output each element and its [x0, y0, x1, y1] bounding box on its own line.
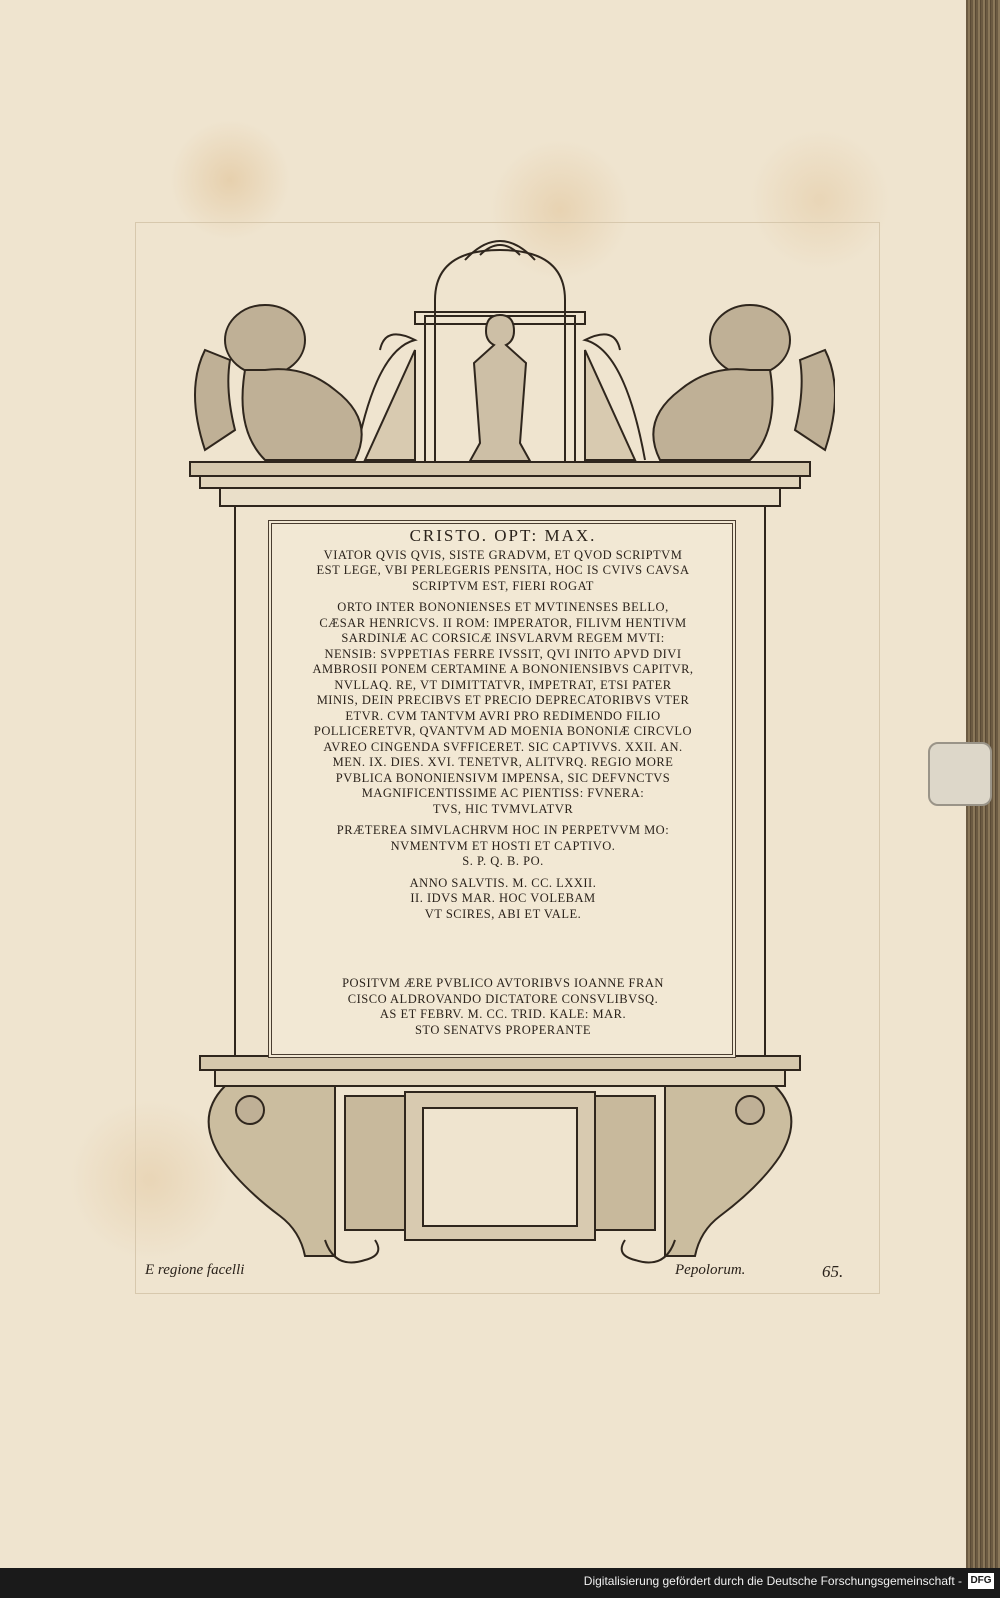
inscription-line: NENSIB: SVPPETIAS FERRE IVSSIT, QVI INITO APVD DIVI — [324, 646, 682, 661]
inscription-line: ANNO SALVTIS. M. CC. LXXII. — [409, 875, 597, 890]
right-rosette — [736, 1096, 764, 1124]
inscription-line: POLLICERETVR, QVANTVM AD MOENIA BONONIÆ CIRCVLO — [313, 724, 693, 738]
inscription-line: VT SCIRES, ABI ET VALE. — [424, 906, 582, 921]
inscription-line: NVLLAQ. RE, VT DIMITTATVR, IMPETRAT, ETSI PATER — [334, 677, 672, 692]
inscription-line: II. IDVS MAR. HOC VOLEBAM — [410, 891, 596, 905]
inscription-block-4 — [288, 876, 718, 923]
inscription-line: AMBROSII PONEM CERTAMINE A BONONIENSIBVS CAPITVR, — [312, 662, 694, 676]
inscription-line: SCRIPTVM EST, FIERI ROGAT — [412, 578, 594, 593]
inscription-line: PRÆTEREA SIMVLACHRVM HOC IN PERPETVVM MO: — [336, 823, 670, 837]
inscription-block-3 — [288, 823, 718, 870]
footer-credit: Digitalisierung gefördert durch die Deutsche Forschungsgemeinschaft - — [583, 1574, 962, 1588]
right-relief-panel — [595, 1096, 655, 1230]
inscription-block-2 — [288, 600, 718, 817]
inscription-line: TVS, HIC TVMVLATVR — [432, 801, 574, 816]
inscription-line: EST LEGE, VBI PERLEGERIS PENSITA, HOC IS CVIVS CAVSA — [316, 563, 690, 577]
inscription-line: AVREO CINGENDA SVFFICERET. SIC CAPTIVVS. XXII. AN. — [323, 739, 683, 754]
inscription-line: VIATOR QVIS QVIS, SISTE GRADVM, ET QVOD SCRIPTVM — [323, 547, 683, 562]
inscription-line: CISCO ALDROVANDO DICTATORE CONSVLIBVSQ. — [347, 991, 659, 1006]
inscription-line: MINIS, DEIN PRECIBVS ET PRECIO DEPRECATORIBVS VTER — [316, 693, 690, 707]
left-lion — [195, 305, 362, 460]
spacer — [288, 928, 718, 976]
inscription-line: ETVR. CVM TANTVM AVRI PRO REDIMENDO FILIO — [345, 708, 661, 723]
inscription-text — [288, 528, 718, 1044]
inscription-line: STO SENATVS PROPERANTE — [414, 1022, 592, 1037]
center-base-panel — [423, 1108, 577, 1226]
page-tab-marker — [928, 742, 992, 806]
inscription-block-5 — [288, 976, 718, 1038]
inscription-line: POSITVM ÆRE PVBLICO AVTORIBVS IOANNE FRAN — [342, 976, 664, 990]
right-console — [665, 1086, 791, 1256]
inscription-line: S. P. Q. B. PO. — [462, 854, 544, 868]
inscription-line: PVBLICA BONONIENSIVM IMPENSA, SIC DEFVNCTVS — [335, 770, 671, 785]
right-lion — [653, 305, 835, 460]
left-rosette — [236, 1096, 264, 1124]
caption-left: E regione facelli — [145, 1262, 245, 1278]
inscription-line: NVMENTVM ET HOSTI ET CAPTIVO. — [390, 838, 616, 853]
inscription-line: SARDINIÆ AC CORSICÆ INSVLARVM REGEM MVTI: — [341, 631, 665, 645]
inscription-title: CRISTO. OPT: MAX. — [409, 526, 597, 545]
lower-cornice — [200, 1056, 800, 1070]
dfg-logo: DFG — [968, 1573, 994, 1589]
left-console — [209, 1086, 335, 1256]
caption-right: Pepolorum. — [675, 1262, 746, 1278]
inscription-line: ORTO INTER BONONIENSES ET MVTINENSES BELLO, — [337, 600, 669, 614]
inscription-line: AS ET FEBRV. M. CC. TRID. KALE: MAR. — [379, 1007, 627, 1021]
inscription-line: CÆSAR HENRICVS. II ROM: IMPERATOR, FILIVM HENTIVM — [319, 615, 687, 630]
page-number: 65. — [822, 1262, 844, 1281]
inscription-line: MAGNIFICENTISSIME AC PIENTISS: FVNERA: — [361, 786, 645, 800]
statue-figure — [470, 315, 530, 461]
upper-cornice — [190, 462, 810, 476]
inscription-line: MEN. IX. DIES. XVI. TENETVR, ALITVRQ. REGIO MORE — [332, 755, 674, 769]
inscription-block-1 — [288, 548, 718, 595]
left-relief-panel — [345, 1096, 405, 1230]
